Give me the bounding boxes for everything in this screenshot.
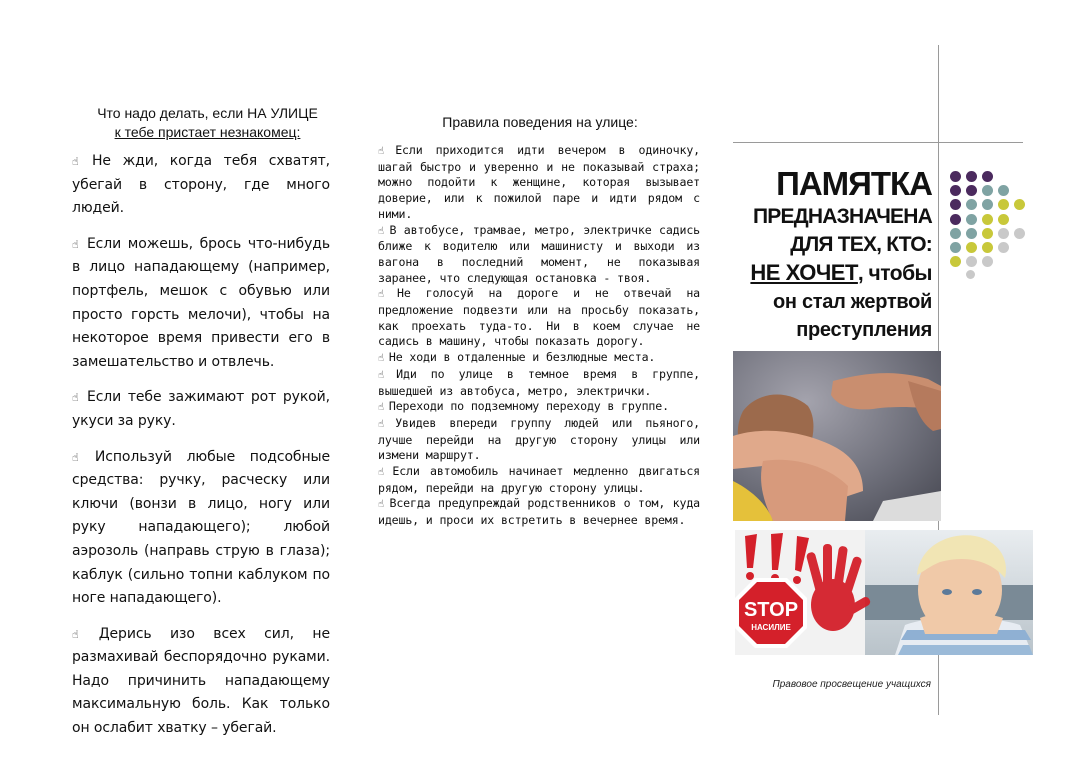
dot-icon bbox=[998, 228, 1009, 239]
dot-icon bbox=[950, 185, 961, 196]
child-defending-illustration bbox=[733, 351, 941, 521]
footer-caption: Правовое просвещение учащихся bbox=[772, 679, 931, 690]
dot-icon bbox=[998, 199, 1009, 210]
middle-column-list bbox=[378, 143, 700, 529]
hand-bullet-icon: ☝ bbox=[72, 450, 89, 464]
dot-icon bbox=[966, 214, 977, 225]
middle-column-heading: Правила поведения на улице: bbox=[442, 114, 638, 130]
list-item-text: Если можешь, брось что-нибудь в лицо нападающему (например, портфель, мешок с обувью или просто горсть мелочи), чтобы на некоторое время привести его в замешательство и отвлечь. bbox=[72, 235, 330, 370]
brochure-title bbox=[700, 165, 932, 344]
dot-icon bbox=[982, 256, 993, 267]
dot-icon bbox=[998, 214, 1009, 225]
dot-icon bbox=[966, 270, 975, 279]
list-item bbox=[378, 143, 700, 223]
dot-icon bbox=[966, 199, 977, 210]
list-item bbox=[72, 150, 330, 221]
dot-icon bbox=[966, 242, 977, 253]
list-item bbox=[378, 416, 700, 464]
stop-violence-photo bbox=[735, 530, 1033, 655]
list-item-text: Не ходи в отдаленные и безлюдные места. bbox=[388, 350, 656, 365]
hand-bullet-icon: ☝ bbox=[378, 289, 393, 301]
decorative-dot-grid bbox=[947, 169, 1027, 279]
list-item-text: Иди по улице в темное время в группе, вышедшей из автобуса, метро, электрички. bbox=[378, 366, 700, 398]
list-item-text: Увидев впереди группу людей или пьяного, лучше перейди на другую сторону улицы или измени маршрут. bbox=[378, 415, 701, 463]
list-item-text: Не жди, когда тебя схватят, убегай в сторону, где много людей. bbox=[72, 153, 330, 217]
hand-bullet-icon: ☝ bbox=[378, 146, 391, 157]
list-item-text: В автобусе, трамвае, метро, электричке садись ближе к водителю или машинисту и выходи из вагона в последний момент, не показывая заранее, что следующая остановка - твоя. bbox=[378, 222, 700, 285]
child-defending-photo bbox=[733, 351, 941, 521]
dot-icon bbox=[966, 171, 977, 182]
dot-icon bbox=[998, 242, 1009, 253]
dot-icon bbox=[966, 185, 977, 196]
dot-icon bbox=[982, 242, 993, 253]
title-highlight: НЕ ХОЧЕТ bbox=[750, 260, 858, 285]
list-item-text: Дерись изо всех сил, не размахивай беспорядочно руками. Надо причинить нападающему максимальную боль. Как только он ослабит хватку – убегай. bbox=[72, 625, 330, 737]
hand-bullet-icon: ☝ bbox=[72, 627, 93, 641]
dot-icon bbox=[982, 199, 993, 210]
dot-icon bbox=[982, 214, 993, 225]
title-line6: преступления bbox=[796, 319, 932, 341]
list-item bbox=[378, 367, 700, 399]
hand-bullet-icon: ☝ bbox=[378, 353, 384, 365]
left-column-heading bbox=[70, 104, 345, 142]
title-line4 bbox=[700, 259, 932, 288]
list-item-text: Переходи по подземному переходу в группе. bbox=[388, 399, 669, 414]
list-item bbox=[378, 399, 700, 416]
dot-icon bbox=[950, 199, 961, 210]
hand-bullet-icon: ☝ bbox=[72, 391, 81, 405]
list-item-text: Если автомобиль начинает медленно двигаться рядом, перейди на другую сторону улицы. bbox=[378, 464, 700, 495]
title-line2: ПРЕДНАЗНАЧЕНА bbox=[753, 205, 932, 228]
dot-icon bbox=[982, 228, 993, 239]
list-item bbox=[378, 286, 700, 350]
list-item bbox=[72, 623, 330, 741]
list-item bbox=[72, 233, 330, 375]
list-item-text: Если приходится идти вечером в одиночку, шагай быстро и уверенно и не показывай страха; можно подойти к женщине, которая вызывает доверие, или к пожилой паре и идти рядом с ними. bbox=[378, 143, 701, 221]
dot-icon bbox=[998, 185, 1009, 196]
title-main: ПАМЯТКА bbox=[776, 165, 932, 202]
list-item-text: Всегда предупреждай родственников о том, куда идешь, и проси их встретить в вечернее время. bbox=[378, 496, 700, 528]
dot-icon bbox=[982, 171, 993, 182]
list-item-text: Не голосуй на дороге и не отвечай на предложение подвезти или на просьбу показать, как проехать туда-то. Ни в коем случае не садись в машину, чтобы показать дорогу. bbox=[378, 286, 700, 349]
hand-bullet-icon: ☝ bbox=[72, 237, 81, 251]
list-item bbox=[378, 464, 700, 496]
hand-bullet-icon: ☝ bbox=[378, 418, 391, 430]
hand-bullet-icon: ☝ bbox=[378, 369, 392, 381]
hand-bullet-icon: ☝ bbox=[72, 155, 86, 168]
dot-icon bbox=[966, 228, 977, 239]
left-heading-line1: Что надо делать, если НА УЛИЦЕ bbox=[97, 105, 318, 121]
hand-bullet-icon: ☝ bbox=[378, 225, 385, 237]
title-line5: он стал жертвой bbox=[773, 291, 932, 313]
dot-icon bbox=[950, 214, 961, 225]
list-item bbox=[378, 496, 700, 528]
dot-icon bbox=[950, 242, 961, 253]
list-item bbox=[72, 386, 330, 433]
list-item-text: Используй любые подсобные средства: ручку, расческу или ключи (вонзи в лицо, ногу или руку нападающего); любой аэрозоль (направь струю в глаза); каблук (сильно топни каблуком по ноге нападающего). bbox=[72, 448, 330, 607]
stop-sign-subtitle: НАСИЛИЕ bbox=[751, 623, 791, 632]
list-item-text: Если тебе зажимают рот рукой, укуси за руку. bbox=[72, 389, 330, 429]
stop-sign-word: STOP bbox=[743, 599, 799, 621]
dot-icon bbox=[1014, 199, 1025, 210]
left-heading-line2: к тебе пристает незнакомец: bbox=[114, 124, 301, 140]
dot-icon bbox=[966, 256, 977, 267]
left-column-list bbox=[72, 150, 330, 753]
list-item bbox=[72, 446, 330, 611]
stop-violence-illustration bbox=[735, 530, 1033, 655]
dot-icon bbox=[1014, 228, 1025, 239]
hand-bullet-icon: ☝ bbox=[378, 467, 388, 479]
hand-bullet-icon: ☝ bbox=[378, 402, 384, 414]
list-item bbox=[378, 350, 700, 367]
dot-icon bbox=[950, 171, 961, 182]
hand-bullet-icon: ☝ bbox=[378, 499, 385, 511]
title-line4-rest: , чтобы bbox=[857, 262, 932, 285]
dot-icon bbox=[950, 228, 961, 239]
dot-icon bbox=[950, 256, 961, 267]
panel-divider-horizontal bbox=[733, 142, 1023, 143]
dot-icon bbox=[982, 185, 993, 196]
title-line3: ДЛЯ ТЕХ, КТО: bbox=[790, 233, 932, 256]
list-item bbox=[378, 223, 700, 287]
